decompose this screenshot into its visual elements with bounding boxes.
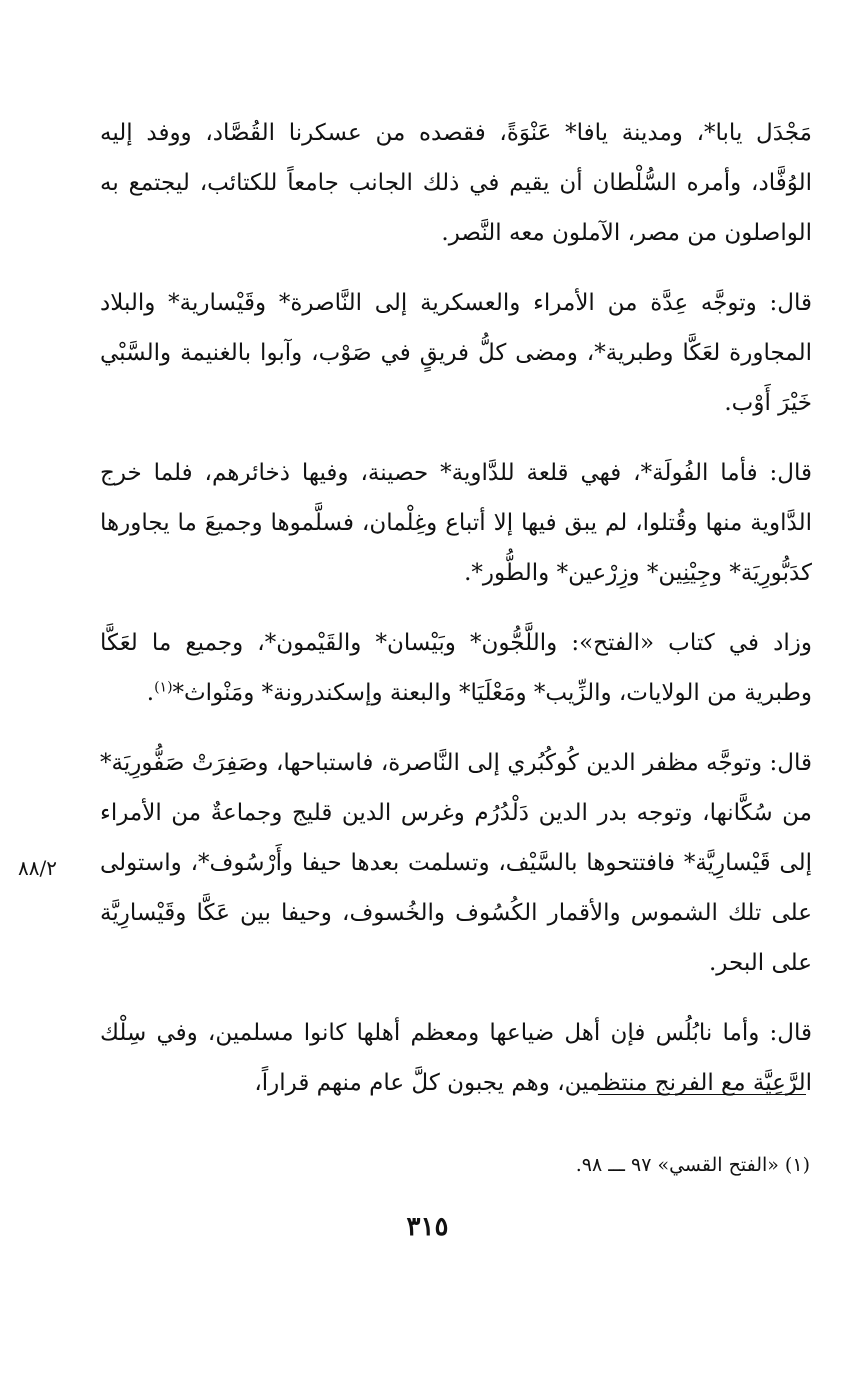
margin-reference: ٨٨/٢ — [18, 856, 57, 880]
page-number: ٣١٥ — [406, 1212, 449, 1242]
paragraph-5: قال: وتوجَّه مظفر الدين كُوكُبُري إلى النَّاصرة، فاستباحها، وصَفِرَتْ صَفُّورِيَة* من سُكَّانها، وتوجه بدر الدين دَلْدُرُم وغرس الدين قليج وجماعةٌ من الأمراء إلى قَيْسارِيَّة* فافتتحوها بالسَّيْف، وتسلمت بعدها حيفا وأَرْسُوف*، واستولى على تلك الشموس والأقمار الكُسُوف والخُسوف، وحيفا بين عَكَّا وقَيْسارِيَّة على البحر. — [100, 750, 812, 976]
paragraph-3: قال: فأما الفُولَة*، فهي قلعة للدَّاوية* حصينة، وفيها ذخائرهم، فلما خرج الدَّاوية منها وقُتلوا، لم يبق فيها إلا أتباع وغِلْمان، فسلَّموها وجميعَ ما يجاورها كدَبُّورِيَة* وجِيْنِين* وزِرْعين* والطُّور*. — [100, 460, 812, 586]
footnote: (١) «الفتح القسي» ٩٧ ـــ ٩٨. — [575, 1154, 810, 1176]
paragraph-1: مَجْدَل يابا*، ومدينة يافا* عَنْوَةً، فقصده من عسكرنا القُصَّاد، ووفد إليه الوُفَّاد، وأمره السُّلْطان أن يقيم في ذلك الجانب جامعاً للكتائب، ليجتمع به الواصلون من مصر، الآملون معه النَّصر. — [100, 120, 812, 246]
paragraph-6: قال: وأما نابُلُس فإن أهل ضياعها ومعظم أهلها كانوا مسلمين، وفي سِلْك الرَّعِيَّة مع الفرنج منتظمين، وهم يجبون كلَّ عام منهم قراراً، — [100, 1020, 812, 1096]
paragraph-4 — [100, 618, 812, 718]
paragraph-4-end: . — [146, 680, 155, 706]
main-text — [100, 108, 812, 1128]
footnote-divider — [598, 1094, 806, 1095]
paragraph-2: قال: وتوجَّه عِدَّة من الأمراء والعسكرية إلى النَّاصرة* وقَيْسارية* والبلاد المجاورة لعَكَّا وطبرية*، ومضى كلُّ فريقٍ في صَوْب، وآبوا بالغنيمة والسَّبْي خَيْرَ أَوْب. — [100, 290, 812, 416]
footnote-reference: (١) — [154, 679, 173, 696]
paragraph-4-text: وزاد في كتاب «الفتح»: واللَّجُّون* وبَيْسان* والقَيْمون*، وجميع ما لعَكَّا وطبرية من الولايات، والزِّيب* ومَعْلَيَا* والبعنة وإسكندرونة* ومَنْواث* — [100, 630, 812, 706]
